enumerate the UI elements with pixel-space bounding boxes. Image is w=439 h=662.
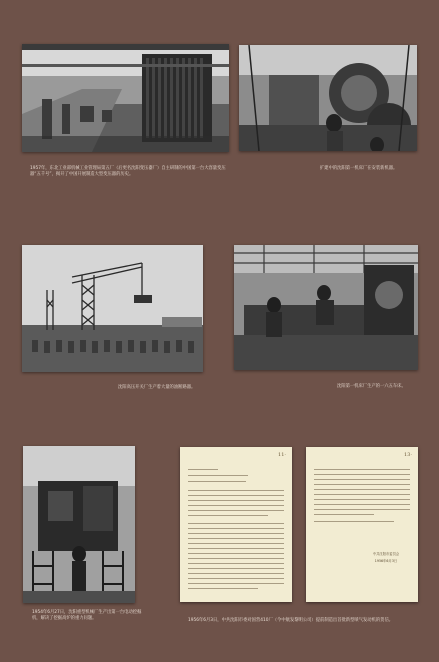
photo-crane xyxy=(22,245,203,372)
signoff-date: 1956年6月3日 xyxy=(374,559,398,563)
caption-transformer: 1957年，东北工业部机械工业管理局第五厂（后更名沈阳变压器厂）自主研制的中国第一台大容量变压器“五千号”，揭开了中国开展制造大型变压器的历史。 xyxy=(30,166,226,178)
caption-crane: 沈阳高压开关厂生产着大量的油断路器。 xyxy=(118,385,196,390)
caption-machine-installation: 扩建中的沈阳第一机床厂在安装新机器。 xyxy=(320,166,398,171)
page-number-1: 11· xyxy=(278,452,286,458)
signoff-org: 中共沈阳市委员会 xyxy=(372,552,400,556)
page-number-2: 13· xyxy=(404,452,412,458)
caption-lathe: 沈阳第一机床厂生产的一六五车床。 xyxy=(337,384,406,389)
photo-lathe xyxy=(234,245,418,370)
letter-page-2 xyxy=(306,447,418,602)
photo-excavator xyxy=(23,446,135,603)
letter-page-1 xyxy=(180,447,292,602)
caption-excavator: 1954年6月27日，沈阳重型机械厂生产出第一台电动挖掘机，解决了挖掘高炉的重力问题。 xyxy=(32,610,142,622)
caption-document: 1956年6月3日，中共沈阳市委对国营410厂（今中航发黎明公司）提前制造出首批新型喷气发动机的贺信。 xyxy=(188,618,394,623)
photo-transformer-factory xyxy=(22,44,229,152)
photo-machine-installation xyxy=(239,45,417,151)
